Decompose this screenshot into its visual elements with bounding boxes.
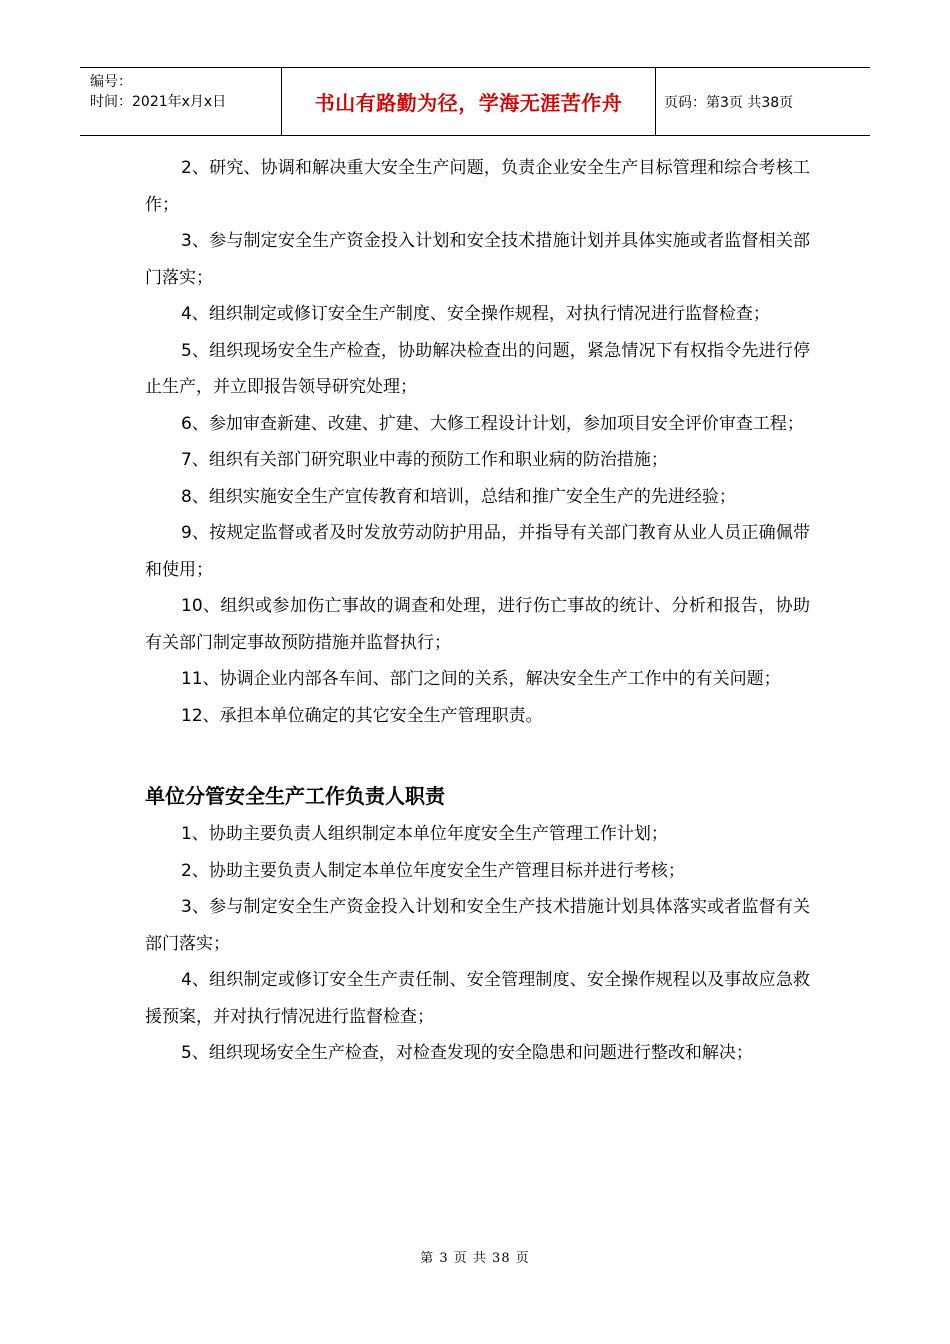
list-item: 3、参与制定安全生产资金投入计划和安全生产技术措施计划具体落实或者监督有关部门落实；	[145, 897, 810, 954]
header-motto-cell	[282, 68, 656, 135]
section-heading: 单位分管安全生产工作负责人职责	[145, 784, 445, 808]
list-item: 8、组织实施安全生产宣传教育和培训，总结和推广安全生产的先进经验；	[181, 486, 736, 507]
list-item: 1、协助主要负责人组织制定本单位年度安全生产管理工作计划；	[181, 824, 668, 844]
list-item: 2、研究、协调和解决重大安全生产问题，负责企业安全生产目标管理和综合考核工作；	[145, 158, 810, 215]
list-item: 10、组织或参加伤亡事故的调查和处理，进行伤亡事故的统计、分析和报告，协助有关部门制定事故预防措施并监督执行；	[145, 596, 810, 653]
list-item: 7、组织有关部门研究职业中毒的预防工作和职业病的防治措施；	[181, 450, 668, 470]
list-item: 9、按规定监督或者及时发放劳动防护用品，并指导有关部门教育从业人员正确佩带和使用；	[145, 523, 810, 580]
header-motto: 书山有路勤为径，学海无涯苦作舟	[314, 91, 623, 115]
page-header	[80, 67, 870, 136]
list-item: 2、协助主要负责人制定本单位年度安全生产管理目标并进行考核；	[181, 860, 685, 881]
list-item: 6、参加审查新建、改建、扩建、大修工程设计计划，参加项目安全评价审查工程；	[181, 413, 804, 434]
header-page-info: 页码：第3页 共38页	[664, 94, 794, 111]
document-body	[145, 150, 810, 1072]
page-footer: 第 3 页 共 38 页	[420, 1251, 530, 1266]
list-item: 12、承担本单位确定的其它安全生产管理职责。	[181, 705, 543, 726]
list-item: 4、组织制定或修订安全生产制度、安全操作规程，对执行情况进行监督检查；	[181, 304, 770, 324]
list-item: 5、组织现场安全生产检查，协助解决检查出的问题，紧急情况下有权指令先进行停止生产，并立即报告领导研究处理；	[145, 340, 810, 397]
list-item: 4、组织制定或修订安全生产责任制、安全管理制度、安全操作规程以及事故应急救援预案，并对执行情况进行监督检查；	[145, 970, 810, 1027]
list-item: 5、组织现场安全生产检查，对检查发现的安全隐患和问题进行整改和解决；	[181, 1043, 753, 1063]
header-meta	[80, 68, 282, 135]
list-item: 3、参与制定安全生产资金投入计划和安全技术措施计划并具体实施或者监督相关部门落实；	[145, 231, 810, 288]
document-number-label: 编号：	[90, 74, 132, 90]
document-time-label: 时间：2021年x月x日	[90, 94, 227, 110]
list-item: 11、协调企业内部各车间、部门之间的关系，解决安全生产工作中的有关问题；	[181, 669, 781, 689]
